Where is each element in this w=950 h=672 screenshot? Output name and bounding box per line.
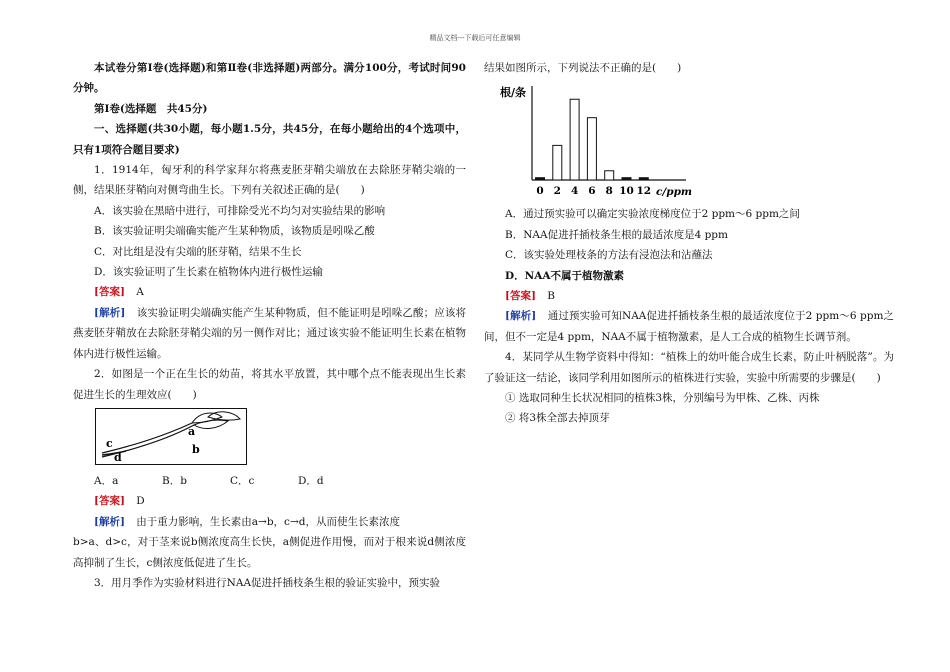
section-title: 第Ⅰ卷(选择题 共45分) <box>94 102 208 115</box>
x-axis-label: c/ppm <box>656 186 693 199</box>
tick-labels-layer <box>536 185 651 197</box>
bar-12 <box>639 178 648 180</box>
q2-options <box>73 471 466 491</box>
naa-chart-svg <box>500 80 700 198</box>
q3-explain-tag: [解析] <box>505 310 537 323</box>
q2-explain-tag: [解析] <box>94 515 125 528</box>
q3-explain-text: 通过预实验可知NAA促进扦插枝条生根的最适浓度位于2 ppm～6 ppm之间，但不一定是4 ppm，NAA不属于植物激素，是人工合成的植物生长调节剂。 <box>484 310 895 343</box>
naa-rooting-chart <box>500 80 700 198</box>
q1-answer-tag: [答案] <box>94 286 125 299</box>
q3-explanation <box>484 306 894 347</box>
q1-option-b: B．该实验证明尖端确实能产生某种物质，该物质是吲哚乙酸 <box>94 225 375 238</box>
q1-explanation <box>73 303 466 364</box>
q2-option-d: D．d <box>298 474 324 487</box>
q2-option-c: C．c <box>230 474 255 487</box>
q4-step-1: ① 选取同种生长状况相同的植株3株，分别编号为甲株、乙株、丙株 <box>505 392 820 405</box>
q1-option-d: D．该实验证明了生长素在植物体内进行极性运输 <box>94 266 323 279</box>
figure-label-b: b <box>192 442 200 456</box>
q1-option-c: C．对比组是没有尖端的胚芽鞘，结果不生长 <box>94 245 302 258</box>
q2-option-b: B．b <box>162 474 187 487</box>
seedling-figure <box>95 408 247 465</box>
x-tick-label-8: 8 <box>605 185 613 198</box>
question-3-stem: 3．用月季作为实验材料进行NAA促进扦插枝条生根的验证实验中，预实验 <box>94 576 441 589</box>
q1-answer: A <box>136 286 144 299</box>
bar-8 <box>605 171 614 180</box>
q1-explain-tag: [解析] <box>94 306 126 319</box>
figure-label-c: c <box>106 436 113 450</box>
question-1-stem: 1．1914年，匈牙利的科学家拜尔将燕麦胚芽鞘尖端放在去除胚芽鞘尖端的一侧，结果胚芽鞘向对侧弯曲生长。下列有关叙述正确的是( ) <box>73 164 466 197</box>
page-header: 精品文档---下载后可任意编辑 <box>429 34 521 42</box>
question-2-stem: 2．如图是一个正在生长的幼苗，将其水平放置，其中哪个点不能表现出生长素促进生长的生理效应( ) <box>73 368 466 401</box>
question-3-continued: 结果如图所示，下列说法不正确的是( ) <box>484 62 682 74</box>
x-tick-label-12: 12 <box>636 185 652 198</box>
x-tick-label-4: 4 <box>570 185 579 198</box>
section-description: 一、选择题(共30小题，每小题1.5分，共45分，在每小题给出的4个选项中，只有1项符合题目要求) <box>73 123 466 156</box>
q1-option-a: A．该实验在黑暗中进行，可排除受光不均匀对实验结果的影响 <box>94 204 386 217</box>
q3-answer-line <box>484 286 894 306</box>
y-axis-label: 根/条 <box>500 86 527 100</box>
right-column <box>484 58 894 429</box>
q3-answer: B <box>547 290 555 303</box>
q3-option-a: A．通过预实验可以确定实验浓度梯度位于2 ppm～6 ppm之间 <box>505 208 800 221</box>
q3-option-b: B．NAA促进扦插枝条生根的最适浓度是4 ppm <box>505 228 728 241</box>
question-4-stem: 4．某同学从生物学资料中得知：“植株上的幼叶能合成生长素，防止叶柄脱落”。为了验证这一结论，该同学利用如图所示的植株进行实验，实验中所需要的步骤是( ) <box>484 351 894 384</box>
q3-answer-tag: [答案] <box>505 290 536 303</box>
bar-2 <box>553 146 562 181</box>
bar-10 <box>622 178 631 180</box>
figure-label-a: a <box>188 424 196 438</box>
x-tick-label-0: 0 <box>536 185 544 198</box>
q2-answer: D <box>136 495 145 508</box>
bars-layer <box>536 100 649 181</box>
q2-answer-line <box>73 491 466 511</box>
q1-explain-text: 该实验证明尖端确实能产生某种物质，但不能证明是吲哚乙酸；应该将燕麦胚芽鞘放在去除胚芽鞘尖端的另一侧作对比；通过该实验不能证明生长素在植物体内进行极性运输。 <box>73 306 467 360</box>
bar-4 <box>570 100 579 181</box>
q3-option-c: C．该实验处理枝条的方法有浸泡法和沾蘸法 <box>505 249 713 262</box>
q2-explain-text-1: 由于重力影响，生长素由a→b，c→d，从而使生长素浓度 <box>136 515 400 528</box>
q1-answer-line <box>73 282 466 302</box>
exam-intro: 本试卷分第Ⅰ卷(选择题)和第Ⅱ卷(非选择题)两部分。满分100分，考试时间90分钟。 <box>73 62 466 95</box>
x-tick-label-2: 2 <box>553 185 561 198</box>
q2-answer-tag: [答案] <box>94 495 125 508</box>
x-tick-label-6: 6 <box>588 185 596 198</box>
q2-option-a: A．a <box>94 474 119 487</box>
bar-0 <box>536 178 545 180</box>
x-tick-label-10: 10 <box>619 185 634 198</box>
q2-explain-text-2: b>a、d>c，对于茎来说b侧浓度高生长快，a侧促进作用慢，而对于根来说d侧浓度高抑制了生长，c侧浓度低促进了生长。 <box>73 536 466 569</box>
q2-explanation <box>73 512 466 532</box>
figure-label-d: d <box>114 450 122 464</box>
q3-option-d: D．NAA不属于植物激素 <box>505 269 624 282</box>
left-column <box>73 58 466 593</box>
q4-step-2: ② 将3株全部去掉顶芽 <box>505 412 610 425</box>
seedling-drawing <box>96 409 246 464</box>
bar-6 <box>587 118 596 180</box>
